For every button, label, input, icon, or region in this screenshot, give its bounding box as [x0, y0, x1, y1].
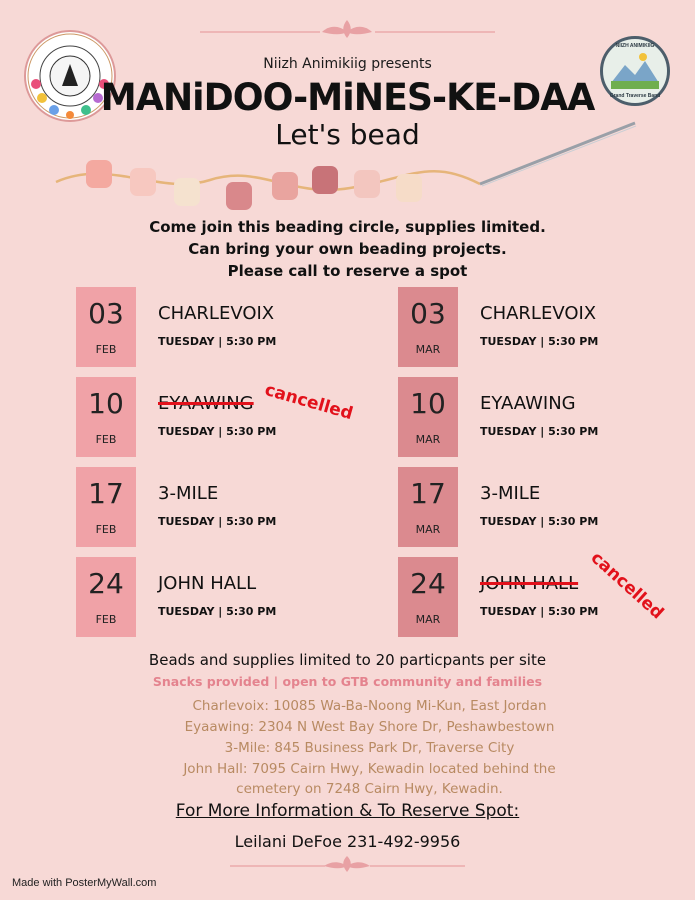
date-month: MAR: [415, 433, 441, 446]
event-time: TUESDAY | 5:30 PM: [480, 425, 599, 438]
event-mar-03: [398, 287, 695, 359]
date-box: [398, 557, 458, 637]
date-box: [76, 287, 136, 367]
date-month: FEB: [95, 613, 117, 626]
event-feb-17: [76, 467, 376, 539]
event-title: MANiDOO-MiNES-KE-DAA: [100, 76, 595, 119]
date-day: 17: [88, 477, 124, 510]
address-line: Charlevoix: 10085 Wa-Ba-Noong Mi-Kun, East Jordan: [192, 698, 547, 714]
date-day: 24: [410, 567, 446, 600]
event-location-cancelled: JOHN HALL: [480, 573, 579, 594]
date-month: FEB: [95, 343, 117, 356]
event-time: TUESDAY | 5:30 PM: [158, 515, 277, 528]
event-location: CHARLEVOIX: [158, 303, 275, 324]
event-location: 3-MILE: [158, 483, 219, 504]
event-time: TUESDAY | 5:30 PM: [480, 605, 599, 618]
date-month: MAR: [415, 523, 441, 536]
event-time: TUESDAY | 5:30 PM: [158, 605, 277, 618]
logo-right-top-text: NIIZH ANIMIKIIG: [615, 43, 655, 49]
date-day: 03: [88, 297, 124, 330]
date-day: 24: [88, 567, 124, 600]
participant-limit: Beads and supplies limited to 20 particpants per site: [148, 651, 547, 669]
date-month: FEB: [95, 523, 117, 536]
event-subtitle: Let's bead: [275, 118, 420, 151]
date-day: 10: [410, 387, 446, 420]
address-line: Eyaawing: 2304 N West Bay Shore Dr, Peshawbestown: [184, 719, 555, 735]
event-location: JOHN HALL: [158, 573, 257, 594]
address-line: 3-Mile: 845 Business Park Dr, Traverse City: [224, 740, 515, 756]
date-box: [398, 467, 458, 547]
logo-right-bottom-text: Grand Traverse Band: [609, 93, 661, 99]
event-time: TUESDAY | 5:30 PM: [158, 335, 277, 348]
intro-line-2: Can bring your own beading projects.: [188, 240, 507, 258]
more-info-text: For More Information & To Reserve Spot:: [175, 801, 520, 821]
event-time: TUESDAY | 5:30 PM: [158, 425, 277, 438]
event-time: TUESDAY | 5:30 PM: [480, 515, 599, 528]
event-location: EYAAWING: [480, 393, 576, 414]
date-month: MAR: [415, 343, 441, 356]
event-location-cancelled: EYAAWING: [158, 393, 254, 414]
address-line: John Hall: 7095 Cairn Hwy, Kewadin located behind the: [183, 761, 556, 777]
event-location: CHARLEVOIX: [480, 303, 597, 324]
date-box: [76, 467, 136, 547]
snacks-note: Snacks provided | open to GTB community and families: [152, 674, 543, 689]
intro-line-1: Come join this beading circle, supplies limited.: [149, 218, 546, 236]
more-info-heading: [0, 801, 695, 821]
date-box: [398, 287, 458, 367]
date-box: [398, 377, 458, 457]
event-feb-03: [76, 287, 376, 359]
presents-line: Niizh Animikiig presents: [263, 56, 432, 72]
date-box: [76, 557, 136, 637]
date-day: 17: [410, 477, 446, 510]
date-month: FEB: [95, 433, 117, 446]
cancelled-label: cancelled: [586, 548, 668, 624]
event-time: TUESDAY | 5:30 PM: [480, 335, 599, 348]
contact-info: Leilani DeFoe 231-492-9956: [234, 832, 461, 851]
date-day: 10: [88, 387, 124, 420]
date-box: [76, 377, 136, 457]
event-feb-24: [76, 557, 376, 629]
beads-on-thread-graphic: [50, 118, 650, 218]
intro-line-3: Please call to reserve a spot: [227, 262, 468, 280]
address-line: cemetery on 7248 Cairn Hwy, Kewadin.: [236, 781, 503, 797]
date-day: 03: [410, 297, 446, 330]
date-month: MAR: [415, 613, 441, 626]
made-with-credit: Made with PosterMyWall.com: [12, 877, 157, 889]
cancelled-label: cancelled: [262, 380, 356, 425]
event-mar-10: [398, 377, 695, 449]
event-location: 3-MILE: [480, 483, 541, 504]
event-mar-17: [398, 467, 695, 539]
